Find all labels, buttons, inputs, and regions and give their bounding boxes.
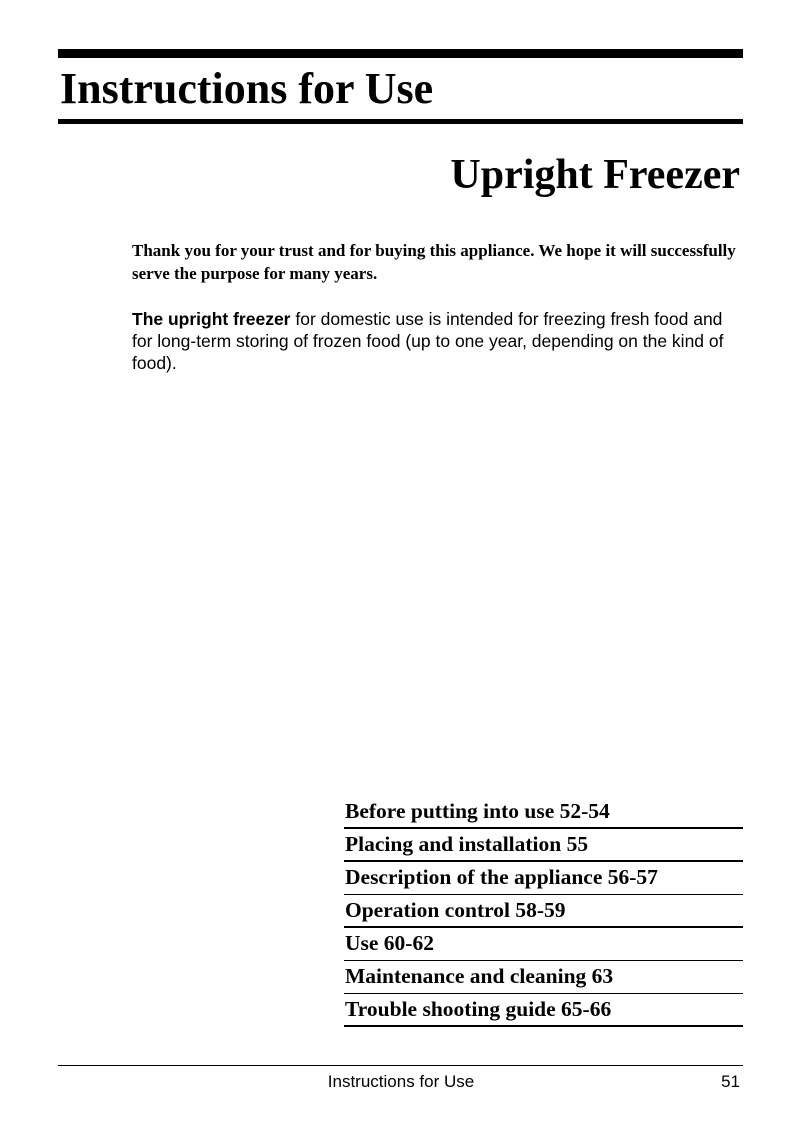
toc-item-use[interactable]: Use 60-62: [344, 928, 743, 961]
top-rule: [58, 49, 743, 58]
toc-item-trouble-shooting-guide[interactable]: Trouble shooting guide 65-66: [344, 994, 743, 1027]
toc-item-placing-and-installation[interactable]: Placing and installation 55: [344, 829, 743, 862]
table-of-contents: [344, 796, 743, 1027]
thank-you-paragraph: Thank you for your trust and for buying this appliance. We hope it will successfully serve the purpose for many years.: [132, 241, 736, 283]
intro-lead-bold: The upright freezer: [132, 309, 291, 329]
intro-paragraph: [132, 308, 742, 374]
footer-text: Instructions for Use: [327, 1072, 475, 1091]
footer-rule: [58, 1065, 743, 1066]
page-number: 51: [721, 1072, 740, 1091]
toc-item-operation-control[interactable]: Operation control 58-59: [344, 895, 743, 928]
toc-item-before-putting-into-use[interactable]: Before putting into use 52-54: [344, 796, 743, 829]
toc-item-description-of-appliance[interactable]: Description of the appliance 56-57: [344, 862, 743, 895]
document-title: Instructions for Use: [60, 64, 434, 113]
title-rule: [58, 119, 743, 124]
intro-lead-rest: for domestic use is intended for freezing fresh food and for long-term storing of frozen food (up to one year, depending on the kind of food).: [132, 309, 724, 373]
toc-item-maintenance-and-cleaning[interactable]: Maintenance and cleaning 63: [344, 961, 743, 994]
product-title: Upright Freezer: [450, 152, 740, 198]
